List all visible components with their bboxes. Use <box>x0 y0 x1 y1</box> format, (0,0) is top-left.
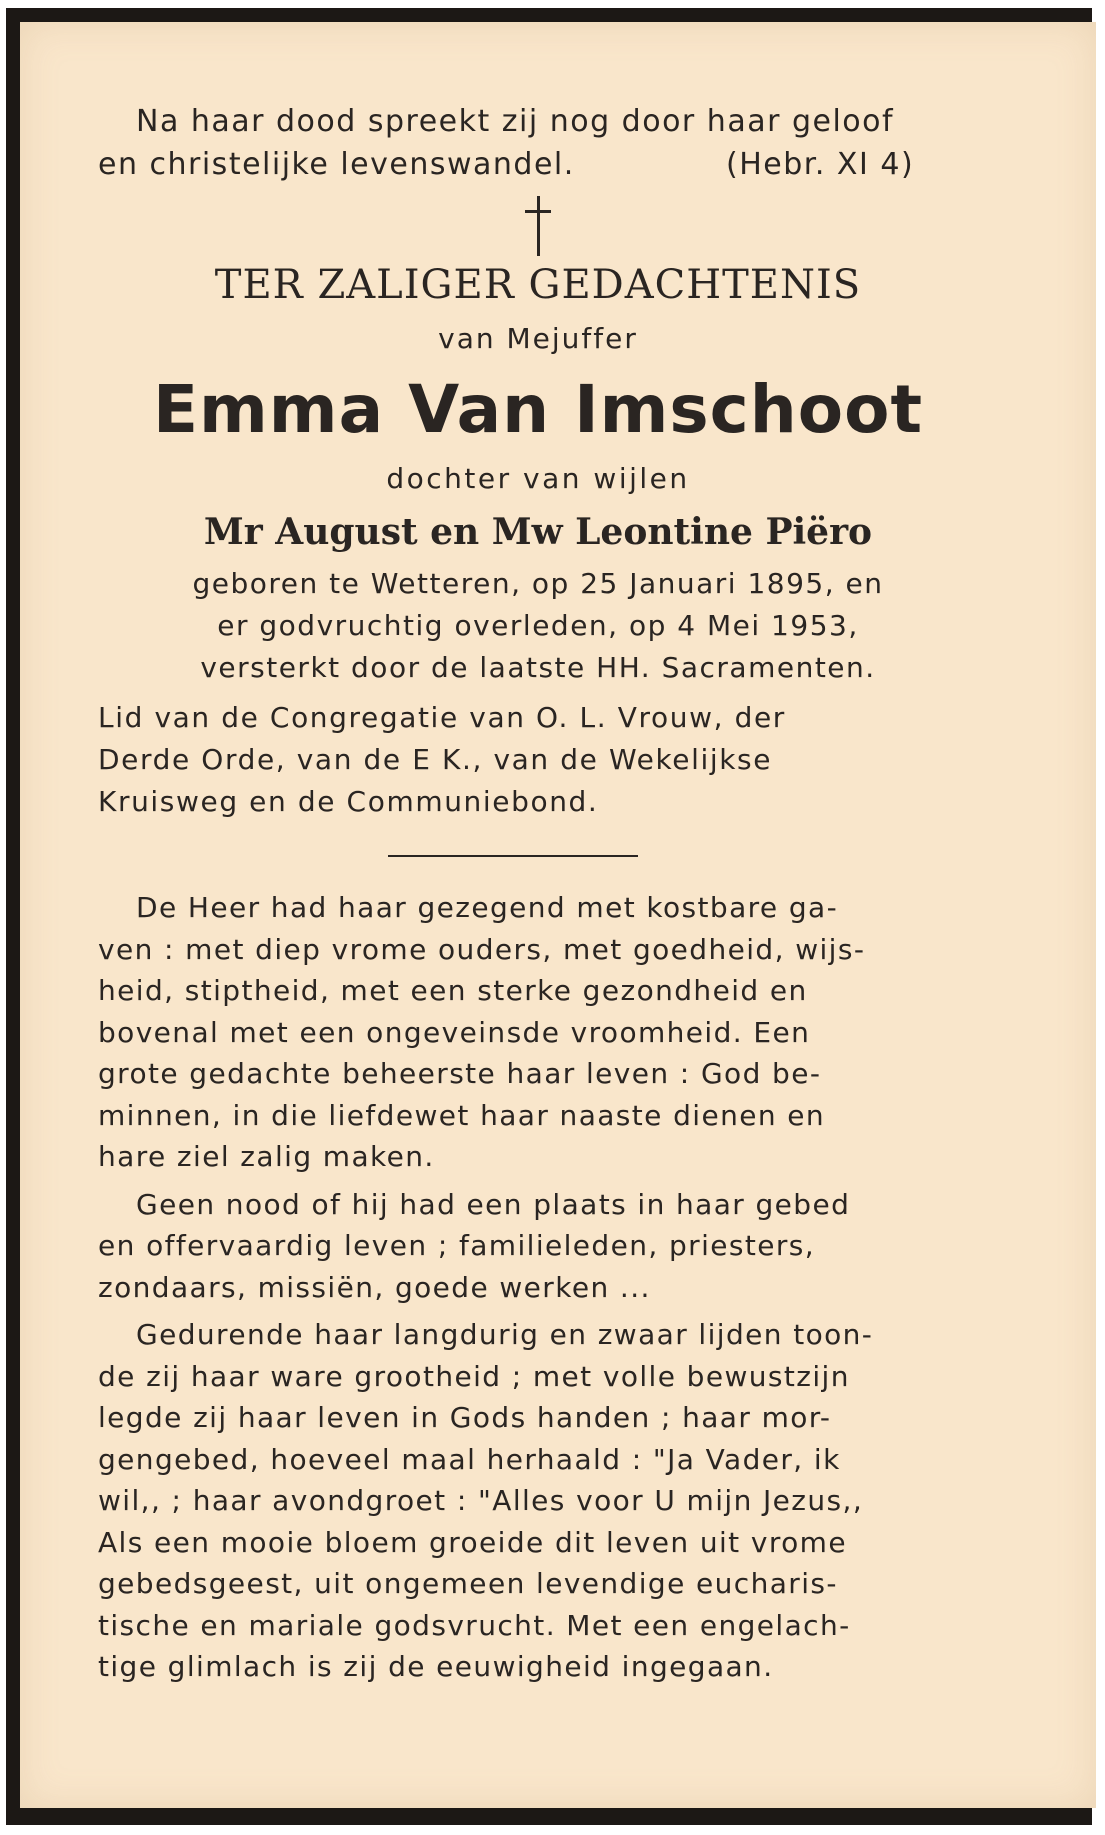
eulogy-text <box>98 887 978 1688</box>
parents-names: Mr August en Mw Leontine Piëro <box>203 511 873 553</box>
epigraph-line-1: Na haar dood spreekt zij nog door haar geloof <box>136 104 895 139</box>
text-line: Als een mooie bloem groeide dit leven uit vrome <box>98 1525 847 1559</box>
text-line: zondaars, missiën, goede werken ... <box>98 1270 651 1304</box>
text-line: tige glimlach is zij de eeuwigheid ingegaan. <box>98 1650 774 1683</box>
deceased-name: Emma Van Imschoot <box>152 371 924 448</box>
dates-block <box>98 563 978 689</box>
dates-line: geboren te Wetteren, op 25 Januari 1895, en <box>192 567 884 600</box>
title-prefix: van Mejuffer <box>438 322 638 355</box>
text-line: gebedsgeest, uit ongemeen levendige eucharis- <box>98 1567 838 1600</box>
epigraph <box>98 100 978 186</box>
card-content <box>98 100 978 1694</box>
daughter-of-label: dochter van wijlen <box>386 462 690 495</box>
text-line: wil,, ; haar avondgroet : "Alles voor U mijn Jezus,, <box>98 1484 864 1517</box>
membership-block <box>98 697 978 823</box>
text-line: legde zij haar leven in Gods handen ; haar mor- <box>98 1401 832 1434</box>
text-line: minnen, in die liefdewet haar naaste dienen en <box>98 1098 826 1132</box>
epigraph-reference: (Hebr. XI 4) <box>726 147 915 182</box>
eulogy-paragraph <box>98 1184 978 1309</box>
text-line: tische en mariale godsvrucht. Met een engelach- <box>98 1608 851 1642</box>
divider-line <box>388 855 638 857</box>
eulogy-paragraph <box>98 1314 978 1688</box>
text-line: gengebed, hoeveel maal herhaald : "Ja Vader, ik <box>98 1442 841 1476</box>
memorial-heading: TER ZALIGER GEDACHTENIS <box>214 262 862 308</box>
text-line: grote gedachte beheerste haar leven : God be- <box>98 1057 822 1090</box>
membership-line: Kruisweg en de Communiebond. <box>98 785 599 818</box>
text-line: Geen nood of hij had een plaats in haar gebed <box>136 1187 851 1221</box>
text-line: de zij haar ware grootheid ; met volle bewustzijn <box>98 1359 850 1393</box>
eulogy-paragraph <box>98 887 978 1178</box>
epigraph-line-2-text: en christelijke levenswandel. <box>98 147 575 182</box>
epigraph-line-2 <box>98 143 978 186</box>
text-line: en offervaardig leven ; familieleden, priesters, <box>98 1229 816 1262</box>
text-line: heid, stiptheid, met een sterke gezondheid en <box>98 974 808 1007</box>
dates-line: er godvruchtig overleden, op 4 Mei 1953, <box>217 609 859 642</box>
text-line: De Heer had haar gezegend met kostbare ga- <box>136 891 839 924</box>
membership-line: Derde Orde, van de E K., van de Wekelijkse <box>98 743 773 776</box>
text-line: hare ziel zalig maken. <box>98 1140 435 1173</box>
text-line: ven : met diep vrome ouders, met goedheid, wijs- <box>98 932 866 966</box>
text-line: bovenal met een ongeveinsde vroomheid. Een <box>98 1015 811 1049</box>
membership-line: Lid van de Congregatie van O. L. Vrouw, der <box>98 701 786 734</box>
text-line: Gedurende haar langdurig en zwaar lijden toon- <box>136 1318 874 1351</box>
cross-icon <box>523 196 553 256</box>
dates-line: versterkt door de laatste HH. Sacramenten. <box>200 651 876 684</box>
